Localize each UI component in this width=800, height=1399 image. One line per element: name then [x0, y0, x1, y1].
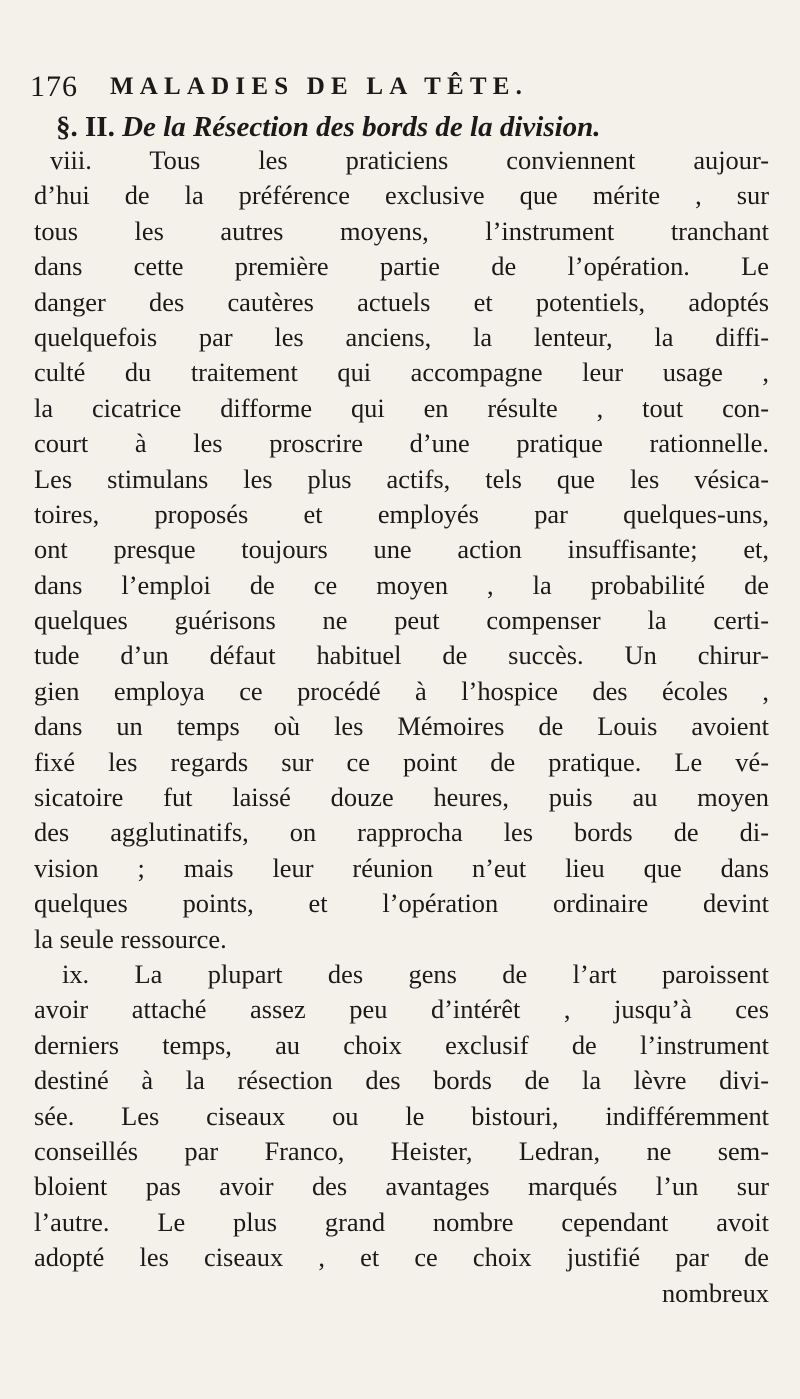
text-line: court à les proscrire d’une pratique rationnelle.	[34, 428, 769, 459]
text-line: vision ; mais leur réunion n’eut lieu que dans	[34, 852, 769, 883]
text-line: d’hui de la préférence exclusive que mérite , sur	[34, 180, 769, 211]
text-line: avoir attaché assez peu d’intérêt , jusqu’à ces	[34, 994, 769, 1025]
text-line: dans un temps où les Mémoires de Louis avoient	[34, 711, 769, 742]
text-line: bloient pas avoir des avantages marqués l’un sur	[34, 1171, 769, 1202]
text-line: dans cette première partie de l’opération. Le	[34, 251, 769, 282]
text-line: dans l’emploi de ce moyen , la probabilité de	[34, 569, 769, 600]
text-line: quelques points, et l’opération ordinaire devint	[34, 888, 769, 919]
text-line: toires, proposés et employés par quelques-uns,	[34, 498, 769, 529]
text-line: nombreux	[661, 1277, 769, 1308]
text-line: culté du traitement qui accompagne leur usage ,	[34, 357, 769, 388]
text-line: adopté les ciseaux , et ce choix justifié par de	[34, 1242, 769, 1273]
text-line: sée. Les ciseaux ou le bistouri, indifféremment	[34, 1100, 769, 1131]
text-line: tude d’un défaut habituel de succès. Un chirur-	[34, 640, 769, 671]
text-line: destiné à la résection des bords de la lèvre divi-	[34, 1065, 769, 1096]
text-line: quelquefois par les anciens, la lenteur, la diffi-	[34, 321, 769, 352]
running-head	[30, 70, 770, 110]
text-line: ont presque toujours une action insuffisante; et,	[34, 534, 769, 565]
text-line: conseillés par Franco, Heister, Ledran, ne sem-	[34, 1135, 769, 1166]
text-line: ix. La plupart des gens de l’art paroissent	[62, 958, 769, 989]
text-line: l’autre. Le plus grand nombre cependant avoit	[34, 1206, 769, 1237]
text-line: tous les autres moyens, l’instrument tranchant	[34, 215, 769, 246]
text-line: quelques guérisons ne peut compenser la certi-	[34, 605, 769, 636]
running-head-title: MALADIES DE LA TÊTE.	[110, 73, 529, 100]
text-line: Les stimulans les plus actifs, tels que les vésica-	[34, 463, 769, 494]
section-number: §. II.	[56, 111, 115, 143]
section-heading	[56, 111, 776, 144]
text-line: viii. Tous les praticiens conviennent aujour-	[50, 145, 769, 175]
section-title: De la Résection des bords de la division.	[122, 111, 601, 143]
text-line: la seule ressource.	[34, 923, 227, 954]
text-line: des agglutinatifs, on rapprocha les bords de di-	[34, 817, 769, 848]
text-line: la cicatrice difforme qui en résulte , tout con-	[34, 392, 769, 423]
text-line: fixé les regards sur ce point de pratique. Le vé-	[34, 746, 769, 777]
body-text	[34, 143, 769, 1311]
page-number: 176	[30, 70, 78, 103]
text-line: gien employa ce procédé à l’hospice des écoles ,	[34, 675, 769, 706]
text-line: derniers temps, au choix exclusif de l’instrument	[34, 1029, 769, 1060]
text-line: sicatoire fut laissé douze heures, puis au moyen	[34, 782, 769, 813]
text-line: danger des cautères actuels et potentiels, adoptés	[34, 286, 769, 317]
